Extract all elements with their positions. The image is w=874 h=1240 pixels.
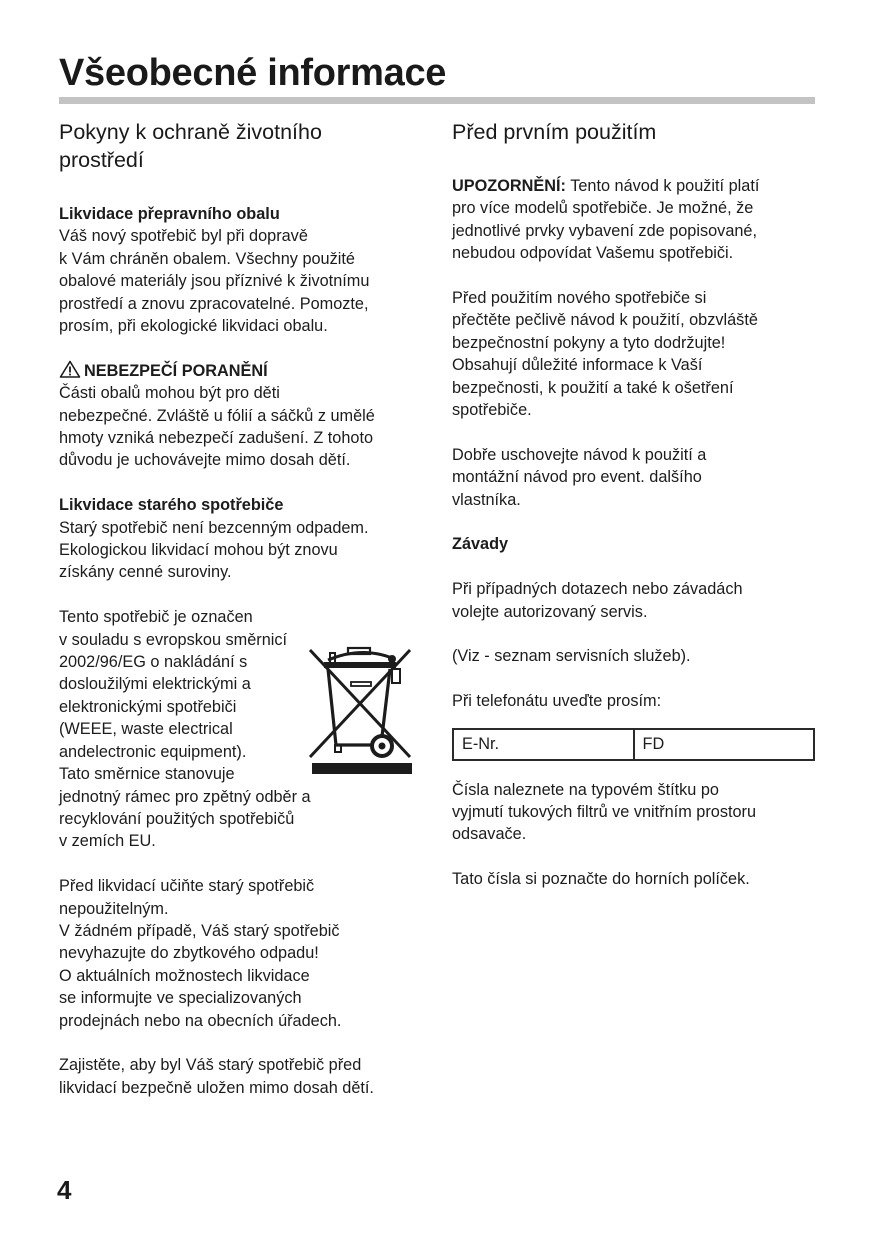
before-disposal-section <box>59 875 429 1032</box>
rating-plate-line: Čísla naleznete na typovém štítku po <box>452 780 719 799</box>
weee-line: andelectronic equipment). <box>59 742 247 761</box>
page-number: 4 <box>57 1175 72 1205</box>
weee-line: jednotný rámec pro zpětný odběr a <box>59 787 311 806</box>
right-column <box>452 118 817 891</box>
before-disposal-line: Před likvidací učiňte starý spotřebič <box>59 877 315 896</box>
safe-storage-line: likvidací bezpečně uložen mimo dosah dětí. <box>59 1078 374 1097</box>
old-appliance-section <box>59 494 429 584</box>
weee-line: 2002/96/EG o nakládání s <box>59 653 248 672</box>
danger-title-row <box>59 360 429 382</box>
read-manual-line: Obsahují důležité informace k Vaší <box>452 356 703 375</box>
old-appliance-line: Starý spotřebič není bezcenným odpadem. <box>59 518 369 537</box>
read-manual-line: bezpečnostní pokyny a tyto dodržujte! <box>452 333 726 352</box>
packaging-line: obalové materiály jsou příznivé k životnímu <box>59 272 370 291</box>
packaging-title: Likvidace přepravního obalu <box>59 205 280 223</box>
packaging-line: Váš nový spotřebič byl při dopravě <box>59 227 308 246</box>
keep-manual-line: Dobře uschovejte návod k použití a <box>452 445 707 464</box>
before-disposal-line: O aktuálních možnostech likvidace <box>59 966 310 985</box>
danger-line: nebezpečné. Zvláště u fólií a sáčků z umělé <box>59 406 375 425</box>
weee-line: dosloužilými elektrickými a <box>59 675 251 694</box>
notice-line: pro více modelů spotřebiče. Je možné, že <box>452 199 754 218</box>
danger-section <box>59 360 429 472</box>
packaging-section <box>59 203 429 337</box>
e-nr-field: E-Nr. <box>453 729 634 760</box>
note-numbers-line: Tato čísla si poznačte do horních políček. <box>452 870 750 889</box>
notice-section <box>452 175 817 265</box>
environment-heading-line2: prostředí <box>59 148 144 172</box>
notice-line: jednotlivé prvky vybavení zde popisované, <box>452 221 758 240</box>
crossed-out-wheelie-bin-icon <box>306 642 416 777</box>
product-id-table <box>452 728 815 761</box>
weee-line: v zemích EU. <box>59 832 156 851</box>
read-manual-section <box>452 287 817 421</box>
packaging-line: k Vám chráněn obalem. Všechny použité <box>59 249 355 268</box>
weee-line: (WEEE, waste electrical <box>59 720 233 739</box>
warning-triangle-icon <box>59 360 81 378</box>
page-title: Všeobecné informace <box>59 52 447 94</box>
faults-line: Při případných dotazech nebo závadách <box>452 580 743 599</box>
read-manual-line: Před použitím nového spotřebiče si <box>452 289 707 308</box>
environment-heading <box>59 118 429 174</box>
faults-line: volejte autorizovaný servis. <box>452 602 648 621</box>
read-manual-line: bezpečnosti, k použití a také k ošetření <box>452 378 734 397</box>
before-disposal-line: nevyhazujte do zbytkového odpadu! <box>59 944 319 963</box>
title-divider <box>59 97 815 104</box>
weee-line: elektronickými spotřebiči <box>59 697 237 716</box>
rating-plate-line: vyjmutí tukových filtrů ve vnitřním prostoru <box>452 803 757 822</box>
old-appliance-line: Ekologickou likvidací mohou být znovu <box>59 541 338 560</box>
danger-title: NEBEZPEČÍ PORANĚNÍ <box>84 361 268 380</box>
read-manual-line: spotřebiče. <box>452 401 532 420</box>
danger-line: důvodu je uchovávejte mimo dosah dětí. <box>59 451 351 470</box>
notice-line: nebudou odpovídat Vašemu spotřebiči. <box>452 244 734 263</box>
danger-line: Části obalů mohou být pro děti <box>59 384 280 403</box>
weee-section <box>59 606 429 852</box>
notice-label: UPOZORNĚNÍ: <box>452 177 566 195</box>
before-disposal-line: V žádném případě, Váš starý spotřebič <box>59 921 340 940</box>
safe-storage-section <box>59 1054 429 1099</box>
before-disposal-line: prodejnách nebo na obecních úřadech. <box>59 1011 342 1030</box>
danger-line: hmoty vzniká nebezpečí zadušení. Z tohoto <box>59 429 374 448</box>
fd-field: FD <box>634 729 815 760</box>
before-disposal-line: nepoužitelným. <box>59 899 169 918</box>
packaging-line: prosím, při ekologické likvidaci obalu. <box>59 317 328 336</box>
service-list-note: (Viz - seznam servisních služeb). <box>452 647 691 666</box>
packaging-line: prostředí a znovu zpracovatelné. Pomozte, <box>59 294 369 313</box>
weee-line: Tento spotřebič je označen <box>59 608 253 627</box>
keep-manual-line: vlastníka. <box>452 490 521 509</box>
old-appliance-title: Likvidace starého spotřebiče <box>59 496 284 515</box>
faults-section <box>452 533 817 890</box>
before-disposal-line: se informujte ve specializovaných <box>59 989 302 1008</box>
first-use-heading: Před prvním použitím <box>452 120 657 144</box>
keep-manual-section <box>452 444 817 511</box>
faults-title: Závady <box>452 535 509 554</box>
notice-first-line-text: Tento návod k použití platí <box>565 177 760 195</box>
read-manual-line: přečtěte pečlivě návod k použití, obzvláště <box>452 311 758 330</box>
rating-plate-line: odsavače. <box>452 825 527 844</box>
old-appliance-line: získány cenné suroviny. <box>59 563 232 582</box>
environment-heading-line1: Pokyny k ochraně životního <box>59 120 322 144</box>
left-column <box>59 118 429 1099</box>
weee-line: Tato směrnice stanovuje <box>59 765 235 784</box>
weee-line: v souladu s evropskou směrnicí <box>59 630 288 649</box>
safe-storage-line: Zajistěte, aby byl Váš starý spotřebič před <box>59 1056 362 1075</box>
weee-line: recyklování použitých spotřebičů <box>59 809 295 828</box>
notice-first-line <box>452 175 817 197</box>
keep-manual-line: montážní návod pro event. dalšího <box>452 468 702 487</box>
phone-note: Při telefonátu uveďte prosím: <box>452 692 662 711</box>
